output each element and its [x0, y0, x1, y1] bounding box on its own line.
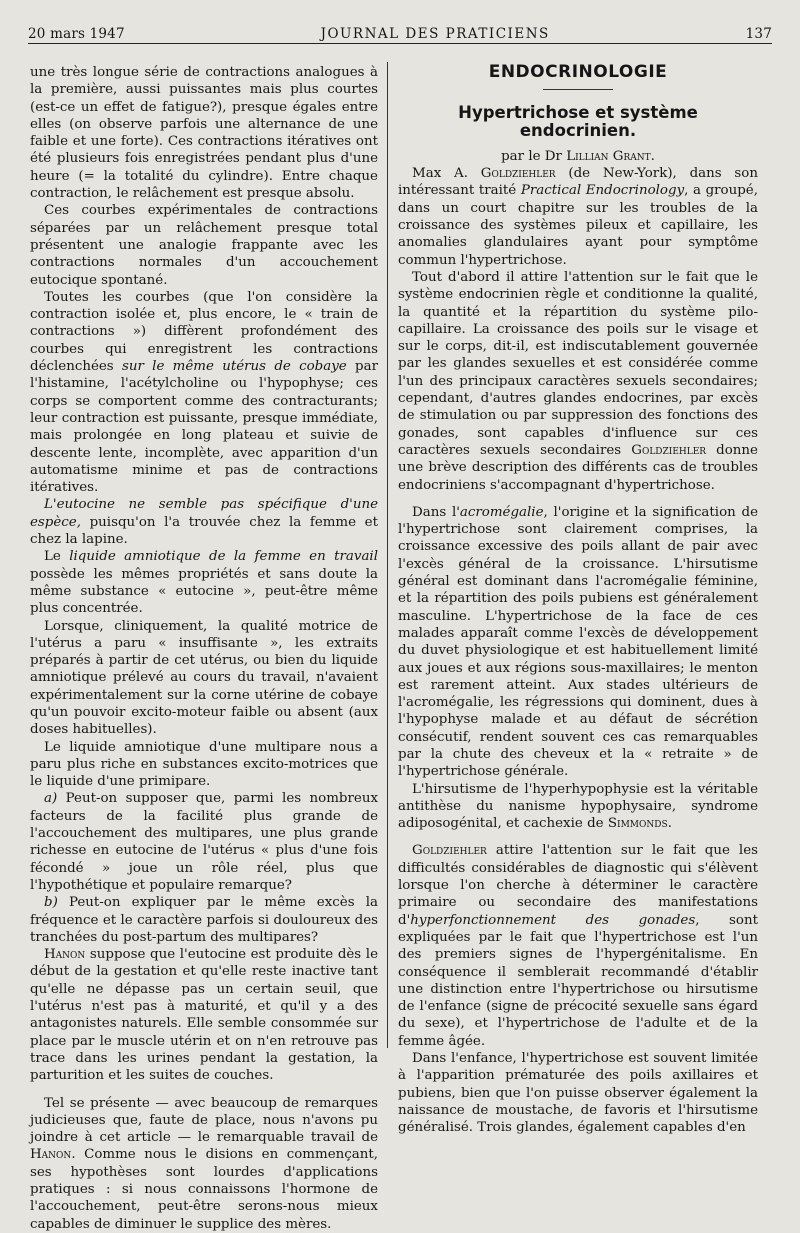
- section-heading: ENDOCRINOLOGIE: [488, 62, 668, 82]
- paragraph: Ces courbes expérimentales de contractions séparées par un relâchement presque total présentent une analogie frappante avec les contractions normales d'un accouchement eutocique spontané.: [30, 203, 378, 288]
- paragraph: Toutes les courbes (que l'on considère la contraction isolée et, plus encore, le « train de contractions ») diffèrent profondément des courbes qui enregistrent les contractions déclenchées sur le même utérus de cobaye par l'histamine, l'acétylcholine ou l'hypophyse; ces corps se comportent comme des contracturants; leur contraction est puissante, presque immédiate, mais prolongée en long plateau et suivie de descente lente, incomplète, avec apparition d'un automatisme minime et pas de contractions itératives.: [30, 289, 378, 496]
- paragraph: a) Peut-on supposer que, parmi les nombreux facteurs de la facilité plus grande de l'accouchement des multipares, une plus grande richesse en eutocine de l'utérus « plus d'une fois fécondé » joue un rôle réel, plus que l'hypothétique et populaire remarque?: [30, 791, 378, 893]
- paragraph: Tel se présente — avec beaucoup de remarques judicieuses que, faute de place, nous n'avons pu joindre à cet article — le remarquable travail de Hanon. Comme nous le disions en commençant, ses hypothèses sont lourdes d'applications pratiques : si nous connaissons l'hormone de l'accouchement, peut-être serons-nous mieux capables de diminuer le supplice des mères.: [30, 1095, 378, 1232]
- paragraph: Dans l'enfance, l'hypertrichose est souvent limitée à l'apparition prématurée des poils axillaires et pubiens, bien que l'on puisse observer également la naissance de moustache, de favoris et l'hirsutisme généralisé. Trois glandes, également capables d'en: [398, 1051, 758, 1136]
- right-column: [398, 62, 758, 1136]
- running-header: [28, 14, 772, 42]
- paragraph: Le liquide amniotique de la femme en travail possède les mêmes propriétés et sans doute la même substance « eutocine », peut-être même plus concentrée.: [30, 549, 378, 617]
- header-journal-title: JOURNAL DES PRATICIENS: [320, 26, 550, 42]
- paragraph: Max A. Goldziehler (de New-York), dans son intéressant traité Practical Endocrinology, a groupé, dans un court chapitre sur les troubles de la croissance des systèmes pileux et capillaire, les anomalies glandulaires ayant pour symptôme commun l'hypertrichose.: [398, 166, 758, 268]
- paragraph: Dans l'acromégalie, l'origine et la signification de l'hypertrichose sont clairement comprises, la croissance excessive des poils allant de pair avec l'excès général de la croissance. L'hirsutisme général est dominant dans l'acromégalie féminine, et la répartition des poils pubiens est généralement masculine. L'hypertrichose de la face de ces malades apparaît comme l'excès de développement du duvet physiologique et est habituellement limité aux joues et aux régions sous-maxillaires; le menton est rarement atteint. Aux stades ultérieurs de l'acromégalie, les régressions qui dominent, dues à l'hypophyse malade et au défaut de sécrétion consécutif, rendent souvent ces cas remarquables par la chute des cheveux et la « retraite » de l'hypertrichose générale.: [398, 504, 758, 780]
- paragraph: Le liquide amniotique d'une multipare nous a paru plus riche en substances excito-motrices que le liquide d'une primipare.: [30, 739, 378, 790]
- paragraph: Goldziehler attire l'attention sur le fait que les difficultés considérables de diagnostic qui s'élèvent lorsque l'on cherche à déterminer le caractère primaire ou secondaire des manifestations d'hyperfonctionnement des gonades, sont expliquées par le fait que l'hypertrichose est l'un des premiers signes de l'hypergénitalisme. En conséquence il semblerait recommandé d'établir une distinction entre l'hypertrichose ou hirsutisme de l'enfance (signe de précocité sexuelle sans égard du sexe), et l'hypertrichose de l'adulte et de la femme âgée.: [398, 843, 758, 1049]
- paragraph: une très longue série de contractions analogues à la première, aussi puissantes mais plus courtes (est-ce un effet de fatigue?), presque égales entre elles (on observe parfois une alternance de une faible et une forte). Ces contractions itératives ont été plusieurs fois enregistrées pendant plus d'une heure (= la totalité du cylindre). Entre chaque contraction, le relâchement est presque absolu.: [30, 65, 378, 202]
- paragraph: Tout d'abord il attire l'attention sur le fait que le système endocrinien règle et conditionne la qualité, la quantité et la répartition du système pilo-capillaire. La croissance des poils sur le visage et sur le corps, dit-il, est indiscutablement gouvernée par les glandes sexuelles et est considérée comme l'un des principaux caractères sexuels secondaires; cependant, d'autres glandes endocrines, par excès de stimulation ou par suppression des fonctions des gonades, sont capables d'influence sur ces caractères sexuels secondaires Goldziehler donne une brève description des différents cas de troubles endocriniens s'accompagnant d'hypertrichose.: [398, 269, 758, 493]
- paragraph: L'eutocine ne semble pas spécifique d'une espèce, puisqu'on l'a trouvée chez la femme et chez la lapine.: [30, 497, 378, 548]
- paragraph: L'hirsutisme de l'hyperhypophysie est la véritable antithèse du nanisme hypophysaire, syndrome adiposogénital, et cachexie de Simmonds.: [398, 781, 758, 832]
- byline: par le Dr Lillian Grant.: [501, 148, 655, 164]
- header-page-number: 137: [745, 26, 772, 42]
- section-rule: [543, 89, 613, 90]
- article-title: Hypertrichose et système endocrinien.: [458, 103, 698, 140]
- paragraph: Lorsque, cliniquement, la qualité motrice de l'utérus a paru « insuffisante », les extraits préparés à partir de cet utérus, ou bien du liquide amniotique prélevé au cours du travail, n'avaient expérimentalement sur la corne utérine de cobaye qu'un pouvoir excito-moteur faible ou absent (aux doses habituelles).: [30, 618, 378, 738]
- column-divider: [387, 62, 388, 1048]
- paragraph: Hanon suppose que l'eutocine est produite dès le début de la gestation et qu'elle reste inactive tant qu'elle ne dépasse pas un certain seuil, que l'utérus n'est pas à maturité, et qu'il y a des antagonistes naturels. Elle semble consommée sur place par le muscle utérin et on n'en retrouve pas trace dans les urines pendant la gestation, la parturition et les suites de couches.: [30, 947, 378, 1084]
- header-date: 20 mars 1947: [28, 26, 125, 42]
- left-column: [30, 64, 378, 1232]
- paragraph: b) Peut-on expliquer par le même excès la fréquence et le caractère parfois si douloureux des tranchées du post-partum des multipares?: [30, 895, 378, 945]
- header-rule: [28, 43, 772, 44]
